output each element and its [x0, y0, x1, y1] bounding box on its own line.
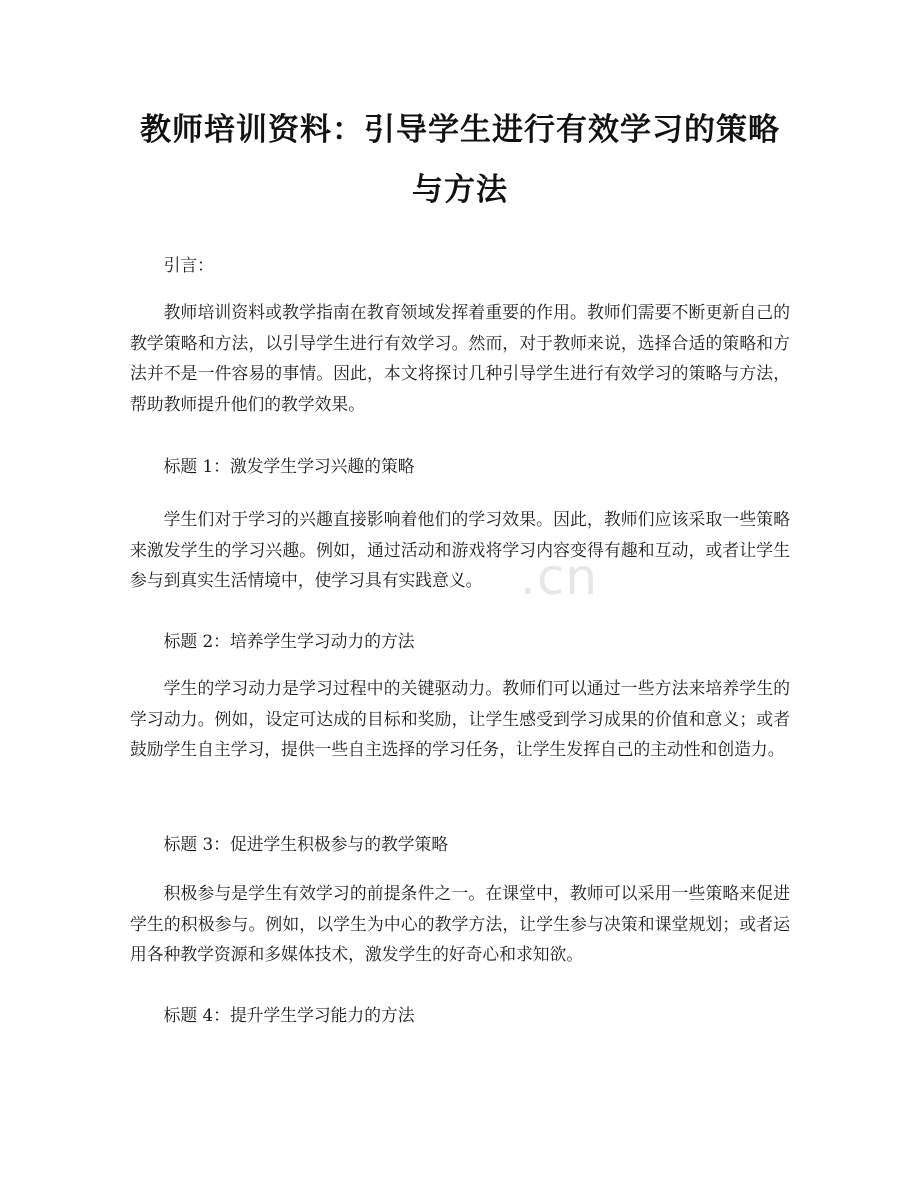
section-2-body: 学生的学习动力是学习过程中的关键驱动力。教师们可以通过一些方法来培养学生的学习动力。例如，设定可达成的目标和奖励，让学生感受到学习成果的价值和意义；或者鼓励学生自主学习，提供一些自主选择的学习任务，让学生发挥自己的主动性和创造力。: [130, 678, 790, 759]
section-3-heading: 标题 3：促进学生积极参与的教学策略: [163, 834, 449, 854]
watermark: .cn: [520, 548, 599, 606]
section-1-body: 学生们对于学习的兴趣直接影响着他们的学习效果。因此，教师们应该采取一些策略来激发学生的学习兴趣。例如，通过活动和游戏将学习内容变得有趣和互动，或者让学生参与到真实生活情境中，使学习具有实践意义。: [130, 509, 790, 590]
intro-label: 引言：: [163, 255, 214, 275]
document-title: 教师培训资料：引导学生进行有效学习的策略与方法: [140, 112, 780, 208]
section-3-body: 积极参与是学生有效学习的前提条件之一。在课堂中，教师可以采用一些策略来促进学生的积极参与。例如，以学生为中心的教学方法，让学生参与决策和课堂规划；或者运用各种教学资源和多媒体技术，激发学生的好奇心和求知欲。: [130, 883, 790, 964]
section-4-heading: 标题 4：提升学生学习能力的方法: [163, 1005, 415, 1025]
section-1-heading: 标题 1：激发学生学习兴趣的策略: [163, 456, 415, 476]
section-2-heading: 标题 2：培养学生学习动力的方法: [163, 631, 415, 651]
intro-paragraph: 教师培训资料或教学指南在教育领域发挥着重要的作用。教师们需要不断更新自己的教学策略和方法，以引导学生进行有效学习。然而，对于教师来说，选择合适的策略和方法并不是一件容易的事情。因此，本文将探讨几种引导学生进行有效学习的策略与方法，帮助教师提升他们的教学效果。: [130, 302, 790, 414]
